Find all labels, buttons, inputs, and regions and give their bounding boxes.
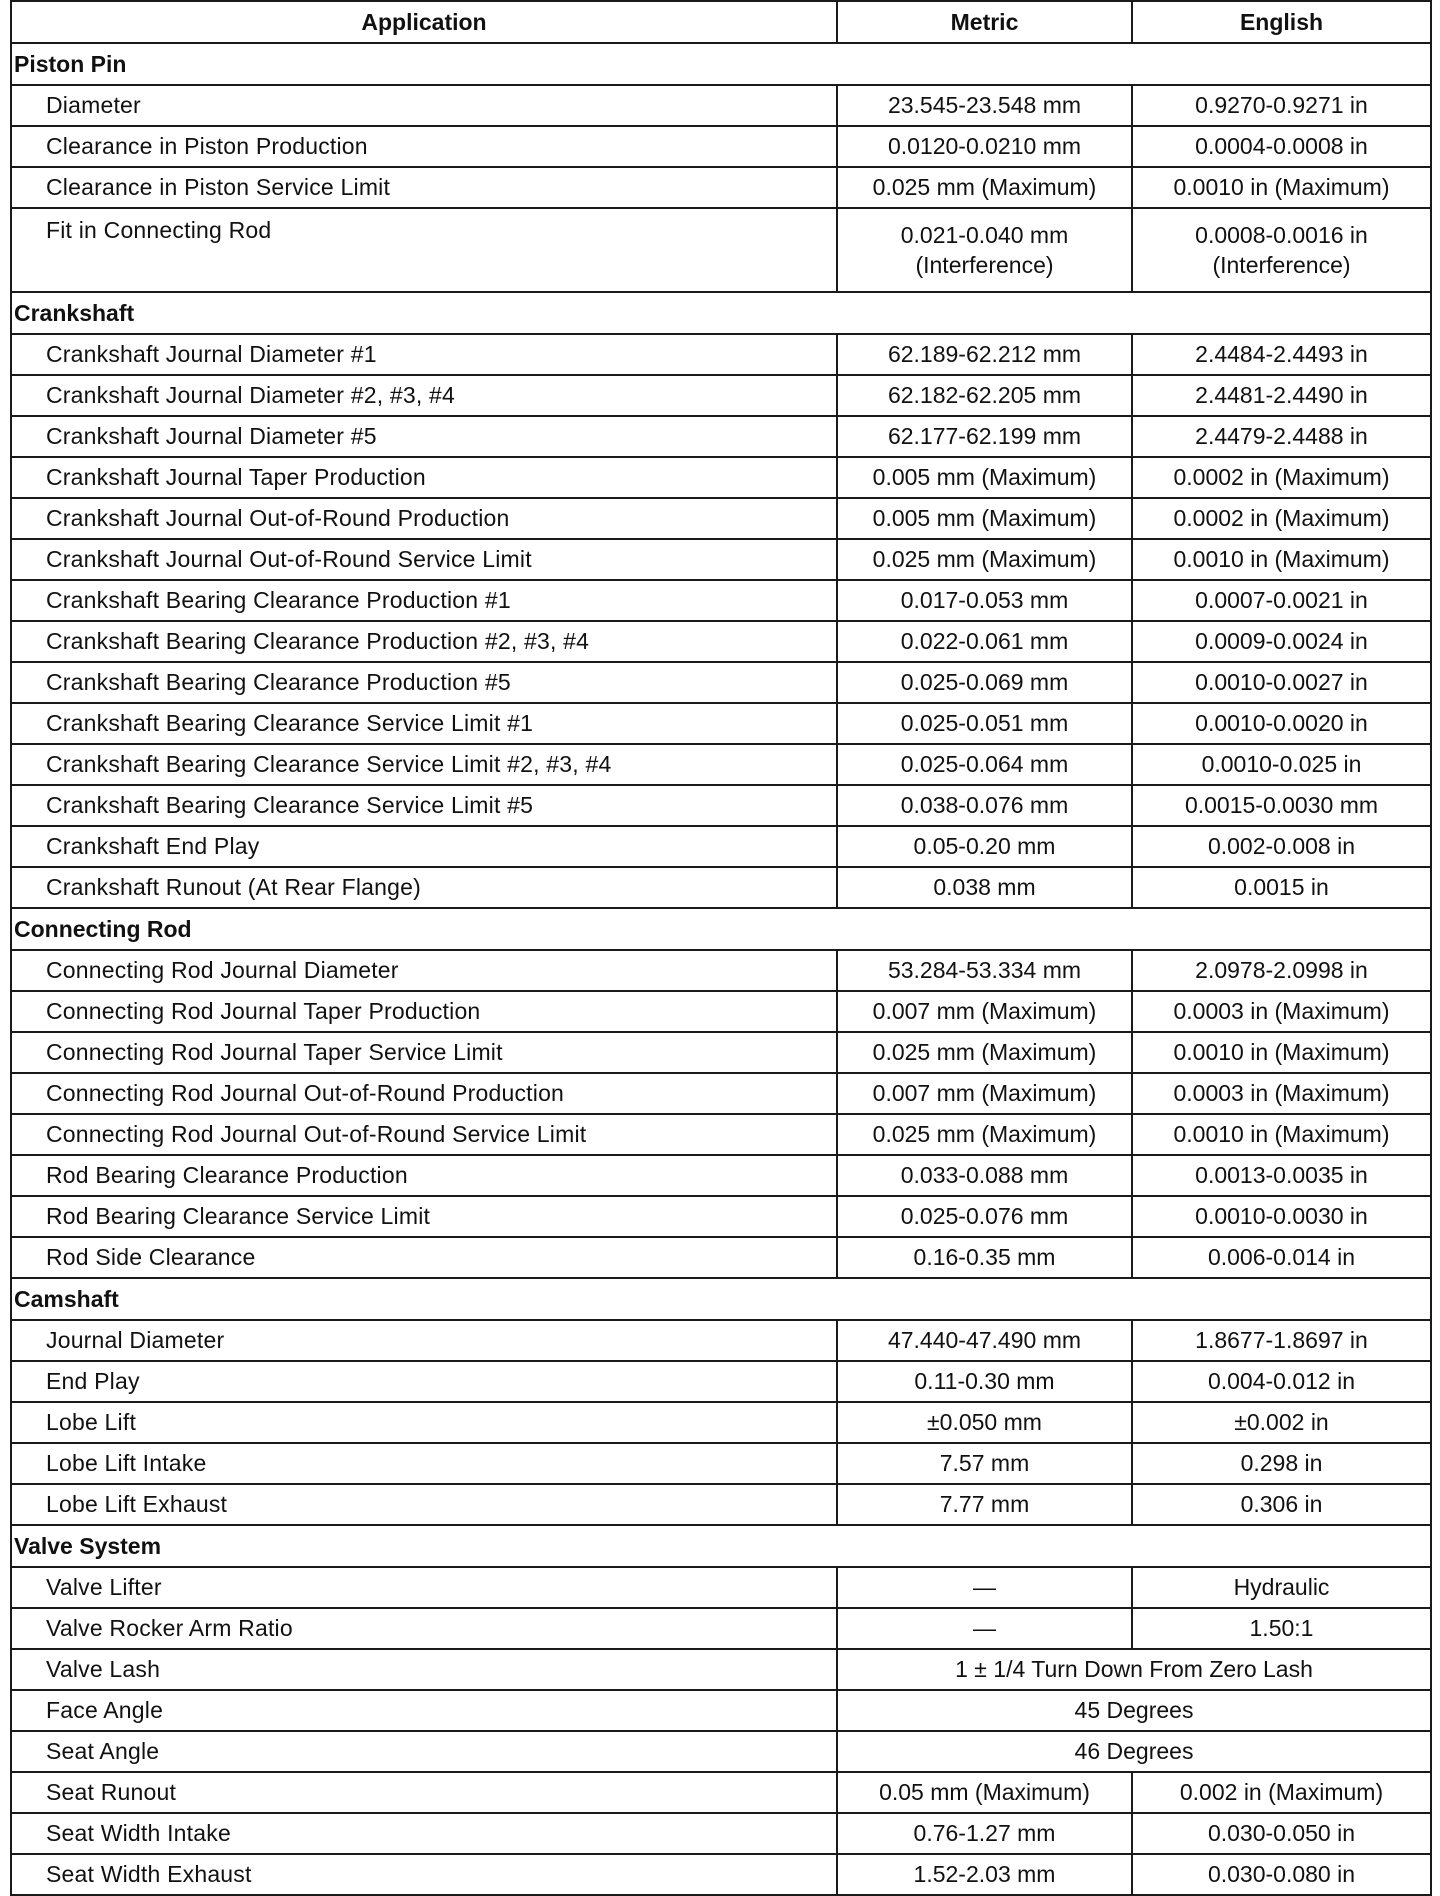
header-application: Application <box>11 1 837 43</box>
application-cell: Crankshaft Bearing Clearance Production #5 <box>11 662 837 703</box>
application-cell: Seat Width Exhaust <box>11 1854 837 1895</box>
application-cell: Connecting Rod Journal Out-of-Round Service Limit <box>11 1114 837 1155</box>
metric-value-cell <box>837 208 1132 292</box>
section-title: Crankshaft <box>11 292 1431 334</box>
english-value-cell: 0.0010-0.025 in <box>1132 744 1431 785</box>
section-row-connecting-rod <box>11 908 1431 950</box>
english-value-cell: 0.006-0.014 in <box>1132 1237 1431 1278</box>
table-row <box>11 1320 1431 1361</box>
table-row <box>11 1155 1431 1196</box>
application-cell: Face Angle <box>11 1690 837 1731</box>
section-row-valve-system <box>11 1525 1431 1567</box>
english-value-cell: 0.306 in <box>1132 1484 1431 1525</box>
english-value-cell: 0.0015-0.0030 mm <box>1132 785 1431 826</box>
table-row <box>11 1237 1431 1278</box>
metric-value-cell: ±0.050 mm <box>837 1402 1132 1443</box>
metric-value-cell: 53.284-53.334 mm <box>837 950 1132 991</box>
metric-value-cell: 47.440-47.490 mm <box>837 1320 1132 1361</box>
table-row <box>11 1443 1431 1484</box>
section-title: Piston Pin <box>11 43 1431 85</box>
english-value-line-1: 0.0008-0.0016 in <box>1195 222 1368 248</box>
metric-value-cell: 0.025-0.076 mm <box>837 1196 1132 1237</box>
application-cell: Diameter <box>11 85 837 126</box>
application-cell: End Play <box>11 1361 837 1402</box>
english-value-cell: 0.0007-0.0021 in <box>1132 580 1431 621</box>
header-row <box>11 1 1431 43</box>
table-row <box>11 1690 1431 1731</box>
english-value-cell: 0.0003 in (Maximum) <box>1132 991 1431 1032</box>
application-cell: Crankshaft End Play <box>11 826 837 867</box>
application-cell: Fit in Connecting Rod <box>11 208 837 292</box>
metric-value-cell: 0.025 mm (Maximum) <box>837 167 1132 208</box>
table-row <box>11 1402 1431 1443</box>
application-cell: Valve Lash <box>11 1649 837 1690</box>
table-row <box>11 539 1431 580</box>
section-title: Camshaft <box>11 1278 1431 1320</box>
english-value-cell: 0.298 in <box>1132 1443 1431 1484</box>
table-row <box>11 867 1431 908</box>
metric-value-cell: 0.0120-0.0210 mm <box>837 126 1132 167</box>
application-cell: Clearance in Piston Service Limit <box>11 167 837 208</box>
metric-value-cell: 0.16-0.35 mm <box>837 1237 1132 1278</box>
english-value-cell: 0.0010 in (Maximum) <box>1132 539 1431 580</box>
section-row-crankshaft <box>11 292 1431 334</box>
table-row <box>11 85 1431 126</box>
application-cell: Rod Side Clearance <box>11 1237 837 1278</box>
metric-value-cell: 23.545-23.548 mm <box>837 85 1132 126</box>
metric-value-cell: 0.025 mm (Maximum) <box>837 1114 1132 1155</box>
metric-value-cell: 0.038-0.076 mm <box>837 785 1132 826</box>
application-cell: Crankshaft Journal Taper Production <box>11 457 837 498</box>
application-cell: Crankshaft Journal Out-of-Round Production <box>11 498 837 539</box>
metric-value-cell: 0.007 mm (Maximum) <box>837 991 1132 1032</box>
table-row <box>11 1854 1431 1895</box>
english-value-cell: 0.0004-0.0008 in <box>1132 126 1431 167</box>
metric-value-cell: 0.033-0.088 mm <box>837 1155 1132 1196</box>
application-cell: Crankshaft Journal Diameter #2, #3, #4 <box>11 375 837 416</box>
english-value-cell: 0.0002 in (Maximum) <box>1132 457 1431 498</box>
metric-value-cell: 1.52-2.03 mm <box>837 1854 1132 1895</box>
metric-value-cell: 0.022-0.061 mm <box>837 621 1132 662</box>
english-value-cell: 2.4481-2.4490 in <box>1132 375 1431 416</box>
english-value-cell: 0.0010-0.0020 in <box>1132 703 1431 744</box>
metric-value-cell: 7.57 mm <box>837 1443 1132 1484</box>
english-value-cell: 0.0009-0.0024 in <box>1132 621 1431 662</box>
table-row <box>11 1567 1431 1608</box>
application-cell: Crankshaft Bearing Clearance Service Limit #2, #3, #4 <box>11 744 837 785</box>
application-cell: Crankshaft Bearing Clearance Service Limit #1 <box>11 703 837 744</box>
english-value-cell: 2.0978-2.0998 in <box>1132 950 1431 991</box>
spec-sheet <box>10 0 1430 1896</box>
merged-value-cell: 1 ± 1/4 Turn Down From Zero Lash <box>837 1649 1431 1690</box>
table-row <box>11 1772 1431 1813</box>
metric-value-cell: 0.005 mm (Maximum) <box>837 498 1132 539</box>
application-cell: Crankshaft Bearing Clearance Service Limit #5 <box>11 785 837 826</box>
table-row <box>11 744 1431 785</box>
metric-value-cell: 62.177-62.199 mm <box>837 416 1132 457</box>
metric-value-cell: 0.038 mm <box>837 867 1132 908</box>
application-cell: Crankshaft Journal Diameter #1 <box>11 334 837 375</box>
table-row <box>11 1608 1431 1649</box>
table-row <box>11 498 1431 539</box>
metric-value-cell: 0.76-1.27 mm <box>837 1813 1132 1854</box>
application-cell: Crankshaft Journal Diameter #5 <box>11 416 837 457</box>
application-cell: Connecting Rod Journal Out-of-Round Production <box>11 1073 837 1114</box>
english-value-cell: 2.4484-2.4493 in <box>1132 334 1431 375</box>
english-value-cell: 0.0010-0.0027 in <box>1132 662 1431 703</box>
table-row <box>11 1731 1431 1772</box>
application-cell: Seat Runout <box>11 1772 837 1813</box>
header-english: English <box>1132 1 1431 43</box>
english-value-cell: 0.0010 in (Maximum) <box>1132 167 1431 208</box>
english-value-cell: ±0.002 in <box>1132 1402 1431 1443</box>
english-value-cell: 0.002 in (Maximum) <box>1132 1772 1431 1813</box>
merged-value-cell: 46 Degrees <box>837 1731 1431 1772</box>
application-cell: Seat Angle <box>11 1731 837 1772</box>
table-row <box>11 1649 1431 1690</box>
table-row <box>11 703 1431 744</box>
english-value-cell: 2.4479-2.4488 in <box>1132 416 1431 457</box>
application-cell: Valve Rocker Arm Ratio <box>11 1608 837 1649</box>
application-cell: Crankshaft Journal Out-of-Round Service Limit <box>11 539 837 580</box>
table-row <box>11 826 1431 867</box>
english-value-cell: 0.0010 in (Maximum) <box>1132 1032 1431 1073</box>
table-row <box>11 1484 1431 1525</box>
metric-value-cell: 0.05 mm (Maximum) <box>837 1772 1132 1813</box>
application-cell: Lobe Lift Exhaust <box>11 1484 837 1525</box>
application-cell: Rod Bearing Clearance Service Limit <box>11 1196 837 1237</box>
metric-value-cell: 0.05-0.20 mm <box>837 826 1132 867</box>
table-row <box>11 662 1431 703</box>
metric-value-cell: 0.025-0.069 mm <box>837 662 1132 703</box>
metric-value-cell: — <box>837 1567 1132 1608</box>
section-title: Valve System <box>11 1525 1431 1567</box>
table-row <box>11 334 1431 375</box>
application-cell: Connecting Rod Journal Taper Service Limit <box>11 1032 837 1073</box>
table-row <box>11 375 1431 416</box>
table-body <box>11 43 1431 1895</box>
metric-value-cell: — <box>837 1608 1132 1649</box>
metric-value-cell: 0.007 mm (Maximum) <box>837 1073 1132 1114</box>
table-row <box>11 457 1431 498</box>
section-row-piston-pin <box>11 43 1431 85</box>
application-cell: Lobe Lift Intake <box>11 1443 837 1484</box>
metric-value-cell: 62.189-62.212 mm <box>837 334 1132 375</box>
application-cell: Crankshaft Runout (At Rear Flange) <box>11 867 837 908</box>
specification-table <box>10 0 1432 1896</box>
english-value-line-2: (Interference) <box>1212 252 1351 278</box>
metric-value-cell: 0.025-0.064 mm <box>837 744 1132 785</box>
table-row <box>11 126 1431 167</box>
english-value-cell: 0.030-0.050 in <box>1132 1813 1431 1854</box>
table-row <box>11 1813 1431 1854</box>
english-value-cell: Hydraulic <box>1132 1567 1431 1608</box>
merged-value-cell: 45 Degrees <box>837 1690 1431 1731</box>
metric-value-line-1: 0.021-0.040 mm <box>900 222 1069 248</box>
english-value-cell: 0.004-0.012 in <box>1132 1361 1431 1402</box>
metric-value-line-2: (Interference) <box>915 252 1054 278</box>
section-row-camshaft <box>11 1278 1431 1320</box>
table-row <box>11 167 1431 208</box>
application-cell: Crankshaft Bearing Clearance Production #1 <box>11 580 837 621</box>
metric-value-cell: 0.11-0.30 mm <box>837 1361 1132 1402</box>
english-value-cell <box>1132 208 1431 292</box>
english-value-cell: 0.0010 in (Maximum) <box>1132 1114 1431 1155</box>
english-value-cell: 0.0002 in (Maximum) <box>1132 498 1431 539</box>
table-row <box>11 1032 1431 1073</box>
metric-value-cell: 62.182-62.205 mm <box>837 375 1132 416</box>
english-value-cell: 0.0015 in <box>1132 867 1431 908</box>
table-row <box>11 785 1431 826</box>
metric-value-cell: 7.77 mm <box>837 1484 1132 1525</box>
application-cell: Crankshaft Bearing Clearance Production #2, #3, #4 <box>11 621 837 662</box>
metric-value-cell: 0.025-0.051 mm <box>837 703 1132 744</box>
english-value-cell: 1.50:1 <box>1132 1608 1431 1649</box>
table-row <box>11 1073 1431 1114</box>
table-row <box>11 991 1431 1032</box>
table-row <box>11 416 1431 457</box>
application-cell: Connecting Rod Journal Diameter <box>11 950 837 991</box>
header-metric: Metric <box>837 1 1132 43</box>
english-value-cell: 0.9270-0.9271 in <box>1132 85 1431 126</box>
english-value-cell: 1.8677-1.8697 in <box>1132 1320 1431 1361</box>
table-row <box>11 208 1431 292</box>
metric-value-cell: 0.005 mm (Maximum) <box>837 457 1132 498</box>
table-row <box>11 580 1431 621</box>
english-value-cell: 0.0003 in (Maximum) <box>1132 1073 1431 1114</box>
table-row <box>11 1196 1431 1237</box>
table-row <box>11 950 1431 991</box>
application-cell: Seat Width Intake <box>11 1813 837 1854</box>
application-cell: Connecting Rod Journal Taper Production <box>11 991 837 1032</box>
metric-value-cell: 0.025 mm (Maximum) <box>837 539 1132 580</box>
application-cell: Rod Bearing Clearance Production <box>11 1155 837 1196</box>
table-row <box>11 1114 1431 1155</box>
application-cell: Journal Diameter <box>11 1320 837 1361</box>
metric-value-cell: 0.017-0.053 mm <box>837 580 1132 621</box>
table-row <box>11 621 1431 662</box>
english-value-cell: 0.0010-0.0030 in <box>1132 1196 1431 1237</box>
table-row <box>11 1361 1431 1402</box>
english-value-cell: 0.030-0.080 in <box>1132 1854 1431 1895</box>
section-title: Connecting Rod <box>11 908 1431 950</box>
application-cell: Lobe Lift <box>11 1402 837 1443</box>
english-value-cell: 0.002-0.008 in <box>1132 826 1431 867</box>
english-value-cell: 0.0013-0.0035 in <box>1132 1155 1431 1196</box>
application-cell: Clearance in Piston Production <box>11 126 837 167</box>
application-cell: Valve Lifter <box>11 1567 837 1608</box>
metric-value-cell: 0.025 mm (Maximum) <box>837 1032 1132 1073</box>
